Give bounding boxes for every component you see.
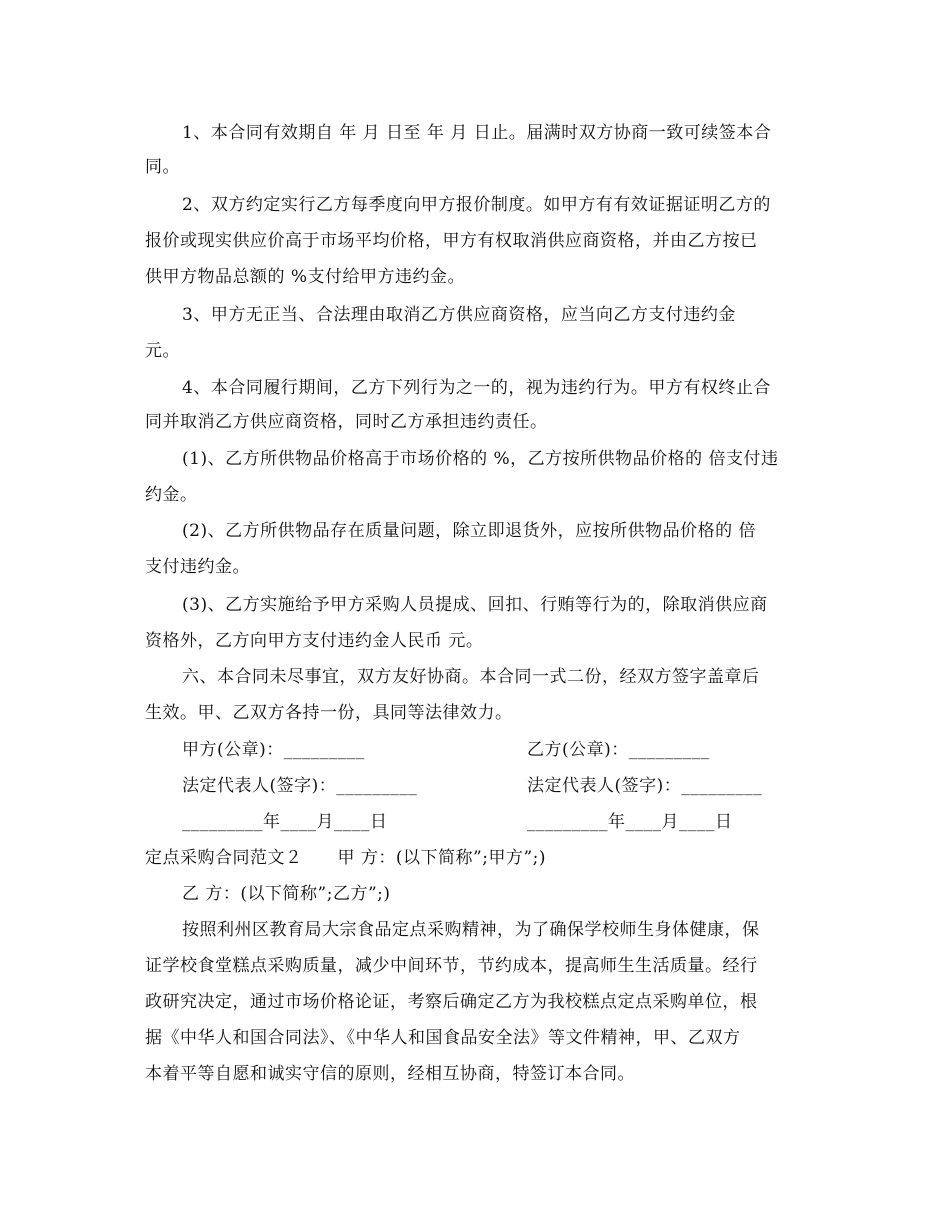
party-a-seal-field: 甲方(公章)：_________ <box>182 740 365 760</box>
clause-4-line-1: 4、本合同履行期间，乙方下列行为之一的，视为违约行为。甲方有权终止合 <box>182 378 771 398</box>
subclause-1-line-2: 约金。 <box>145 485 198 505</box>
subclause-2-line-1: (2)、乙方所供物品存在质量问题，除立即退货外，应按所供物品价格的 倍 <box>182 521 756 541</box>
party-b-line: 乙 方：(以下简称”;乙方”;) <box>182 884 391 904</box>
preamble-line-4: 据《中华人和国合同法》、《中华人和国食品安全法》等文件精神，甲、乙双方 <box>145 1028 741 1048</box>
party-a-representative-field: 法定代表人(签字)：_________ <box>182 776 418 796</box>
preamble-line-3: 政研究决定，通过市场价格论证，考察后确定乙方为我校糕点定点采购单位，根 <box>145 992 758 1012</box>
clause-2-line-3: 供甲方物品总额的 %支付给甲方违约金。 <box>145 267 466 287</box>
clause-4-line-2: 同并取消乙方供应商资格，同时乙方承担违约责任。 <box>145 412 548 432</box>
clause-3-line-1: 3、甲方无正当、合法理由取消乙方供应商资格，应当向乙方支付违约金 <box>182 305 736 325</box>
party-b-representative-field: 法定代表人(签字)：_________ <box>527 776 763 796</box>
subclause-3-line-1: (3)、乙方实施给予甲方采购人员提成、回扣、行贿等行为的，除取消供应商 <box>182 595 768 615</box>
clause-3-line-2: 元。 <box>145 341 180 361</box>
preamble-line-1: 按照利州区教育局大宗食品定点采购精神，为了确保学校师生身体健康，保 <box>182 920 760 940</box>
subclause-3-line-2: 资格外，乙方向甲方支付违约金人民币 元。 <box>145 631 484 651</box>
party-a-date-field: _________年____月____日 <box>182 812 388 832</box>
party-b-date-field: _________年____月____日 <box>527 812 733 832</box>
section-2-title-line: 定点采购合同范文２ 甲 方：(以下简称”;甲方”;) <box>145 848 547 868</box>
clause-1-line-2: 同。 <box>145 157 180 177</box>
party-b-seal-field: 乙方(公章)：_________ <box>527 740 710 760</box>
preamble-line-5: 本着平等自愿和诚实守信的原则，经相互协商，特签订本合同。 <box>145 1064 635 1084</box>
clause-6-line-2: 生效。甲、乙双方各持一份，具同等法律效力。 <box>145 703 513 723</box>
subclause-2-line-2: 支付违约金。 <box>145 557 250 577</box>
clause-1-line-1: 1、本合同有效期自 年 月 日至 年 月 日止。届满时双方协商一致可续签本合 <box>182 123 772 143</box>
clause-2-line-1: 2、双方约定实行乙方每季度向甲方报价制度。如甲方有有效证据证明乙方的 <box>182 195 771 215</box>
clause-2-line-2: 报价或现实供应价高于市场平均价格，甲方有权取消供应商资格，并由乙方按已 <box>145 231 758 251</box>
subclause-1-line-1: (1)、乙方所供物品价格高于市场价格的 %，乙方按所供物品价格的 倍支付违 <box>182 449 779 469</box>
preamble-line-2: 证学校食堂糕点采购质量，减少中间环节，节约成本，提高师生生活质量。经行 <box>145 956 758 976</box>
clause-6-line-1: 六、本合同未尽事宜，双方友好协商。本合同一式二份，经双方签字盖章后 <box>182 667 760 687</box>
